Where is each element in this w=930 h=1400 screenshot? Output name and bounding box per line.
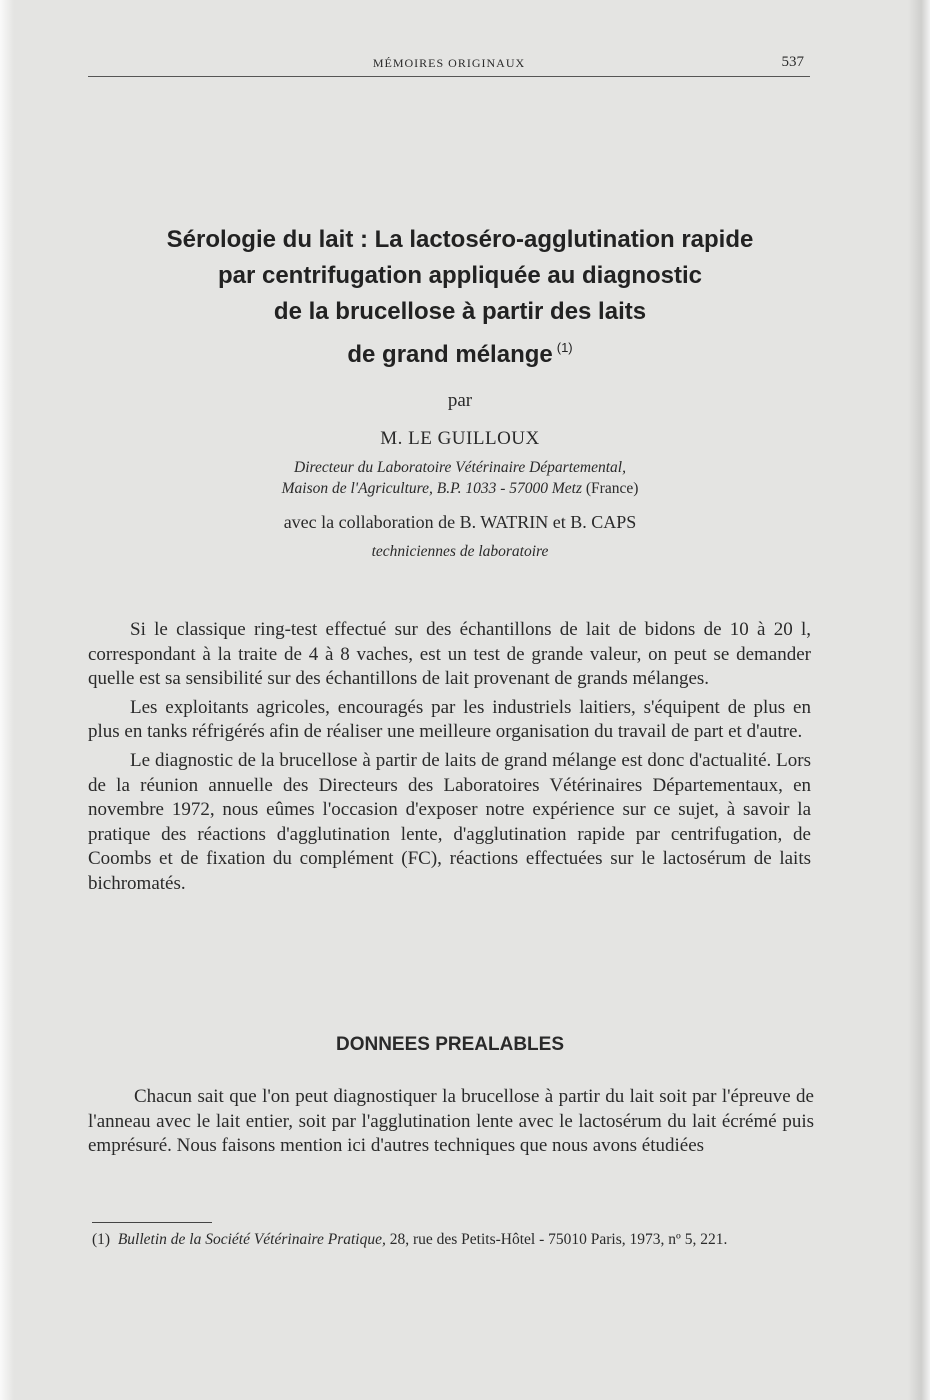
title-line-1: Sérologie du lait : La lactoséro-agglutination rapide (166, 226, 754, 253)
affiliation-address: Maison de l'Agriculture, B.P. 1033 - 57000 Metz (281, 480, 582, 497)
footnote (92, 1230, 818, 1250)
paragraph-3: Le diagnostic de la brucellose à partir de laits de grand mélange est donc d'actualité. Lors de la réunion annuelle des Directeurs des Laboratoires Vétérinaires Départementaux, en novembre 1972, nous eûmes l'occasion d'exposer notre expérience sur ce sujet, à savoir la pratique des réactions d'agglutination lente, d'agglutination rapide par centrifugation, de Coombs et de fixation du complément (FC), réactions effectuées sur le lactosérum de laits bichromatés. (88, 749, 811, 894)
collaboration-line: avec la collaboration de B. WATRIN et B. CAPS (283, 512, 637, 532)
affiliation-line-2 (60, 480, 860, 498)
author-name: M. LE GUILLOUX (380, 428, 540, 449)
paragraph-1: Si le classique ring-test effectué sur des échantillons de lait de bidons de 10 à 20 l, correspondant à la traite de 4 à 8 vaches, est un test de grande valeur, on peut se demander quelle est sa sensibilité sur des échantillons de lait provenant de grands mélanges. (88, 619, 811, 690)
running-head-title: MÉMOIRES ORIGINAUX (372, 56, 526, 70)
affiliation-line-1: Directeur du Laboratoire Vétérinaire Départemental, (294, 459, 626, 476)
title-note-marker: (1) (556, 340, 573, 355)
collaboration-role: techniciennes de laboratoire (371, 543, 549, 560)
title-line-2: par centrifugation appliquée au diagnostic (217, 262, 703, 289)
footnote-details: 28, rue des Petits-Hôtel - 75010 Paris, 1973, nº 5, 221. (389, 1231, 728, 1248)
paragraph-2: Les exploitants agricoles, encouragés par les industriels laitiers, s'équipent de plus en plus en tanks réfrigérés afin de réaliser une meilleure organisation du travail de part et d'autre. (88, 696, 811, 743)
title-line-4-text: de grand mélange (347, 341, 553, 368)
byline-par: par (447, 390, 473, 411)
page-number: 537 (781, 54, 804, 70)
section-paragraph: Chacun sait que l'on peut diagnostiquer la brucellose à partir du lait soit par l'épreuve de l'anneau avec le lait entier, soit par l'agglutination lente avec le lactosérum du lait écrémé puis emprésuré. Nous faisons mention ici d'autres techniques que nous avons étudiées (88, 1086, 814, 1157)
footnote-marker: (1) (92, 1231, 111, 1248)
title-line-3: de la brucellose à partir des laits (273, 298, 647, 325)
article-title (60, 222, 860, 373)
footnote-rule (92, 1222, 212, 1223)
title-line-4 (60, 330, 860, 373)
affiliation-country: (France) (585, 480, 639, 497)
section-heading: DONNEES PREALABLES (335, 1034, 565, 1055)
page-right-edge (908, 0, 930, 1400)
footnote-journal: Bulletin de la Société Vétérinaire Pratique, (117, 1231, 386, 1248)
page-left-edge (0, 0, 14, 1400)
intro-body (88, 618, 811, 901)
section-body (88, 1085, 814, 1159)
running-head (88, 54, 810, 77)
